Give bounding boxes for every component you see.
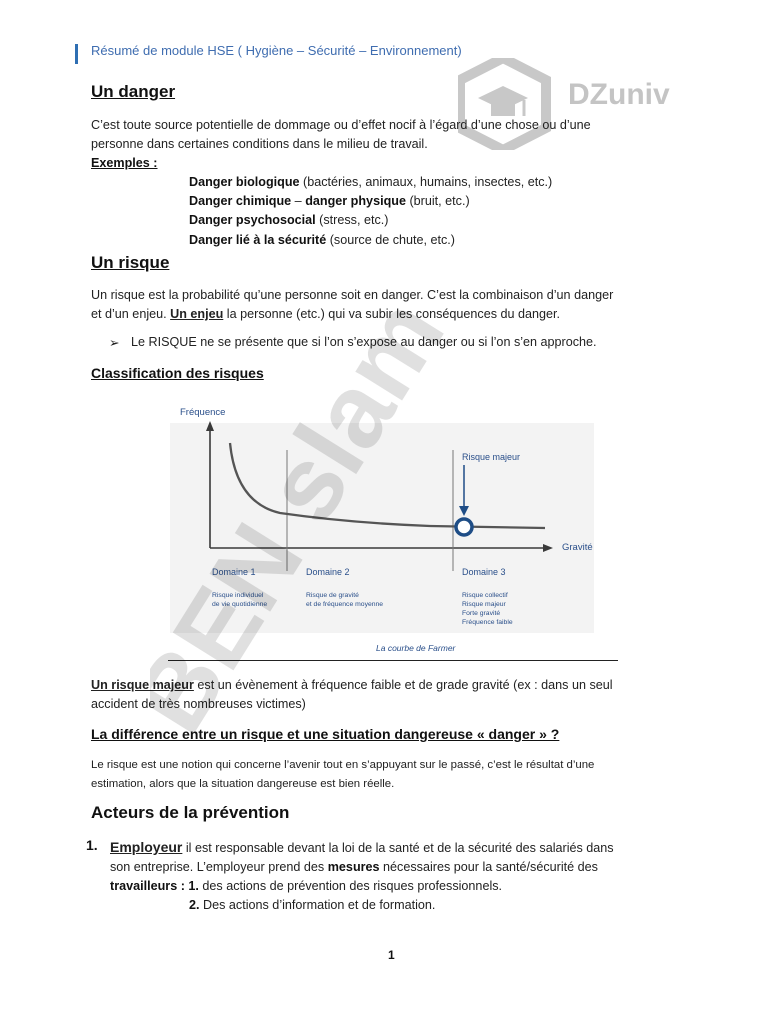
risque-definition-line-2: et d’un enjeu. Un enjeu la personne (etc.) qui va subir les conséquences du danger. [91, 307, 561, 321]
section-heading-danger: Un danger [91, 82, 176, 101]
difference-line-2: estimation, alors que la situation dangereuse est bien réelle. [91, 778, 395, 790]
section-heading-acteurs: Acteurs de la prévention [91, 803, 290, 822]
examples-label: Exemples : [91, 156, 158, 170]
domain-1-desc: Risque individuel [212, 592, 264, 599]
risque-definition-line-1: Un risque est la probabilité qu’une personne soit en danger. C’est la combinaison d’un danger [91, 288, 614, 302]
employeur-line-3: travailleurs : 1. des actions de prévention des risques professionnels. [110, 879, 503, 893]
chart-title: La courbe de Farmer [376, 643, 456, 653]
danger-definition [91, 116, 691, 154]
employeur-line-2: son entreprise. L’employeur prend des mesures nécessaires pour la santé/sécurité des [110, 860, 598, 874]
logo-text: DZuniv [568, 78, 670, 111]
header-accent-bar [75, 44, 78, 64]
chart-separator-line [168, 660, 618, 661]
chart-xlabel: Gravité [562, 542, 593, 553]
risque-majeur-line-2: accident de très nombreuses victimes) [91, 697, 306, 711]
page-number: 1 [388, 948, 395, 962]
risque-definition [91, 286, 721, 324]
employeur-item [110, 838, 710, 915]
difference-line-1: Le risque est une notion qui concerne l’avenir tout en s’appuyant sur le passé, c’est le résultat d’une [91, 759, 595, 771]
domain-3-desc: Risque collectif [462, 592, 508, 599]
bullet-arrow-icon: ➢ [109, 336, 120, 350]
chart-ylabel: Fréquence [180, 407, 226, 418]
farmer-chart-svg [170, 395, 600, 665]
employeur-line-1: Employeur il est responsable devant la loi de la santé et de la sécurité des salariés dans [110, 839, 614, 855]
chart-annotation: Risque majeur [462, 452, 521, 462]
difference-text [91, 756, 731, 794]
domain-2-desc: Risque de gravité [306, 592, 359, 599]
danger-definition-line-1: C’est toute source potentielle de dommage ou d’effet nocif à l’égard d’une chose ou d’une [91, 118, 591, 132]
example-item: Danger lié à la sécurité (source de chute, etc.) [189, 233, 456, 247]
danger-definition-line-2: personne dans certaines conditions dans le milieu de travail. [91, 137, 428, 151]
example-item: Danger psychosocial (stress, etc.) [189, 213, 389, 227]
section-heading-classification: Classification des risques [91, 365, 264, 381]
watermark-text: slam [242, 278, 467, 542]
section-heading-risque: Un risque [91, 253, 170, 272]
farmer-curve-chart [170, 395, 600, 665]
domain-1-desc: de vie quotidienne [212, 601, 268, 608]
risque-majeur-line-1: Un risque majeur est un évènement à fréquence faible et de grade gravité (ex : dans un seul [91, 678, 613, 692]
acteurs-list-number: 1. [86, 837, 98, 853]
risque-majeur-definition [91, 676, 721, 714]
domain-2-desc: et de fréquence moyenne [306, 601, 384, 608]
document-header-title: Résumé de module HSE ( Hygiène – Sécurité – Environnement) [91, 43, 462, 58]
employeur-line-4: 2. Des actions d’information et de formation. [189, 898, 436, 912]
domain-2-label: Domaine 2 [306, 567, 350, 577]
domain-1-label: Domaine 1 [212, 567, 256, 577]
domain-3-desc: Risque majeur [462, 601, 506, 608]
domain-3-desc: Fréquence faible [462, 619, 513, 626]
domain-3-desc: Forte gravité [462, 610, 501, 617]
example-item: Danger chimique – danger physique (bruit, etc.) [189, 194, 470, 208]
risque-bullet-text: Le RISQUE ne se présente que si l’on s’expose au danger ou si l’on s’en approche. [131, 335, 597, 349]
domain-3-label: Domaine 3 [462, 567, 506, 577]
example-item: Danger biologique (bactéries, animaux, humains, insectes, etc.) [189, 175, 553, 189]
graduation-cap-base-shape [491, 104, 515, 116]
section-heading-difference: La différence entre un risque et une situation dangereuse « danger » ? [91, 726, 560, 742]
risque-majeur-marker [456, 519, 472, 535]
